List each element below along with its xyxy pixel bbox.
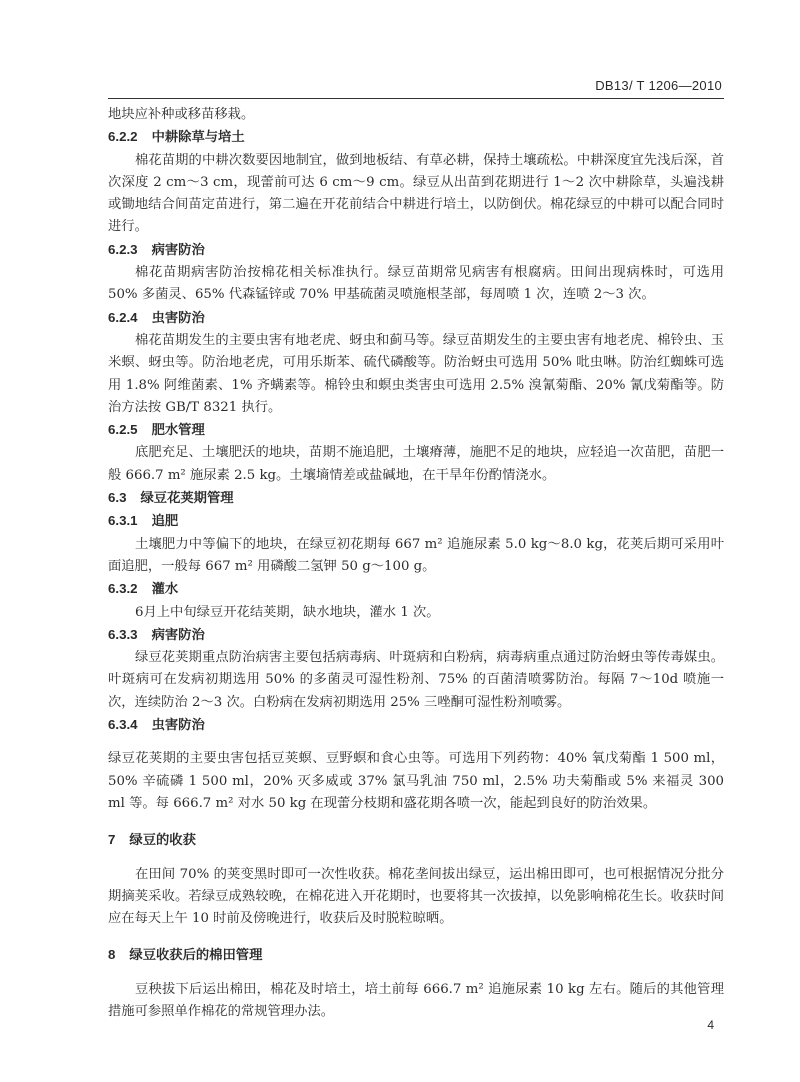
paragraph-6-2-5: 底肥充足、土壤肥沃的地块，苗期不施追肥，土壤瘠薄，施肥不足的地块，应轻追一次苗肥，苗肥一般 666.7 m² 施尿素 2.5 kg。土壤墒情差或盐碱地，在干旱年份酌情浇水。 <box>108 445 724 483</box>
heading-6-3-1 <box>108 510 724 533</box>
heading-6-3 <box>108 487 724 510</box>
header-rule <box>108 98 724 99</box>
page-number: 4 <box>707 1018 714 1032</box>
heading-8 <box>108 944 724 967</box>
paragraph-6-2-3: 棉花苗期病害防治按棉花相关标准执行。绿豆苗期常见病害有根腐病。田间出现病株时，可选用 50% 多菌灵、65% 代森锰锌或 70% 甲基硫菌灵喷施根茎部，每周喷 1 次，连喷 2～3 次。 <box>108 265 724 303</box>
paragraph-6-3-4: 绿豆花荚期的主要虫害包括豆荚螟、豆野螟和食心虫等。可选用下列药物：40% 氧戊菊酯 1 500 ml，50% 辛硫磷 1 500 ml，20% 灭多威或 37% 氯马乳油 750 ml，2.5% 功夫菊酯或 5% 来福灵 300 ml 等。每 666.7 m² 对水 50 kg 在现蕾分枝期和盛花期各喷一次，能起到良好的防治效果。 <box>108 751 724 811</box>
heading-title: 绿豆收获后的棉田管理 <box>129 948 263 964</box>
heading-number: 6.2.3 <box>108 241 138 257</box>
heading-title: 灌水 <box>151 582 179 598</box>
heading-number: 6.2.2 <box>108 129 138 145</box>
heading-number: 6.3.3 <box>108 626 138 642</box>
paragraph-6-2-2: 棉花苗期的中耕次数要因地制宜，做到地板结、有草必耕，保持土壤疏松。中耕深度宜先浅后深，首次深度 2 cm～3 cm，现蕾前可达 6 cm～9 cm。绿豆从出苗到花期进行 1～2 次中耕除草，头遍浅耕或锄地结合间苗定苗进行，第二遍在开花前结合中耕进行培土，以防倒伏。棉花绿豆的中耕可以配合同时进行。 <box>108 152 724 235</box>
heading-title: 病害防治 <box>151 627 205 643</box>
paragraph-7: 在田间 70% 的荚变黑时即可一次性收获。棉花垄间拔出绿豆，运出棉田即可，也可根据情况分批分期摘荚采收。若绿豆成熟较晚，在棉花进入开花期时，也要将其一次拔掉，以免影响棉花生长。收获时间应在每天上午 10 时前及傍晚进行，收获后及时脱粒晾晒。 <box>108 866 724 927</box>
heading-number: 6.3.2 <box>108 581 138 597</box>
heading-title: 绿豆的收获 <box>129 833 196 849</box>
heading-number: 6.3.4 <box>108 717 138 733</box>
heading-title: 绿豆花荚期管理 <box>140 491 234 507</box>
heading-title: 虫害防治 <box>151 718 205 734</box>
heading-number: 7 <box>108 832 116 848</box>
heading-6-2-4 <box>108 307 724 330</box>
paragraph-6-3-3: 绿豆花荚期重点防治病害主要包括病毒病、叶斑病和白粉病，病毒病重点通过防治蚜虫等传毒媒虫。叶斑病可在发病初期选用 50% 的多菌灵可湿性粉剂、75% 的百菌清喷雾防治。每隔 7～10d 喷施一次，连续防治 2～3 次。白粉病在发病初期选用 25% 三唑酮可湿性粉剂喷雾。 <box>108 650 724 710</box>
heading-title: 病害防治 <box>151 242 205 258</box>
heading-title: 虫害防治 <box>151 310 205 326</box>
heading-title: 追肥 <box>151 514 179 530</box>
heading-6-2-3 <box>108 239 724 262</box>
heading-number: 6.3 <box>108 490 127 506</box>
document-body <box>108 104 724 1023</box>
heading-number: 6.2.4 <box>108 309 138 325</box>
standard-code: DB13/ T 1206—2010 <box>595 78 722 93</box>
paragraph-intro: 地块应补种或移苗移栽。 <box>108 107 255 122</box>
heading-title: 肥水管理 <box>151 423 205 439</box>
heading-number: 6.3.1 <box>108 513 138 529</box>
heading-7 <box>108 829 724 852</box>
heading-6-3-2 <box>108 578 724 601</box>
heading-6-2-2 <box>108 126 724 149</box>
heading-title: 中耕除草与培土 <box>151 130 245 146</box>
paragraph-8: 豆秧拔下后运出棉田，棉花及时培土，培土前每 666.7 m² 追施尿素 10 kg 左右。随后的其他管理措施可参照单作棉花的常规管理办法。 <box>108 981 724 1019</box>
paragraph-6-3-2: 6月上中旬绿豆开花结荚期，缺水地块，灌水 1 次。 <box>135 604 440 620</box>
paragraph-6-2-4: 棉花苗期发生的主要虫害有地老虎、蚜虫和蓟马等。绿豆苗期发生的主要虫害有地老虎、棉铃虫、玉米螟、蚜虫等。防治地老虎，可用乐斯苯、硫代磷酸等。防治蚜虫可选用 50% 吡虫啉。防治红蜘蛛可选用 1.8% 阿维菌素、1% 齐螨素等。棉铃虫和螟虫类害虫可选用 2.5% 溴氰菊酯、20% 氰戊菊酯等。防治方法按 GB/T 8321 执行。 <box>108 332 724 415</box>
paragraph-6-3-1: 土壤肥力中等偏下的地块，在绿豆初花期每 667 m² 追施尿素 5.0 kg～8.0 kg，花荚后期可采用叶面追肥，一般每 667 m² 用磷酸二氢钾 50 g～100 g。 <box>108 536 724 574</box>
heading-6-3-4 <box>108 714 724 737</box>
heading-number: 8 <box>108 947 116 963</box>
heading-number: 6.2.5 <box>108 422 138 438</box>
heading-6-3-3 <box>108 624 724 647</box>
heading-6-2-5 <box>108 419 724 442</box>
